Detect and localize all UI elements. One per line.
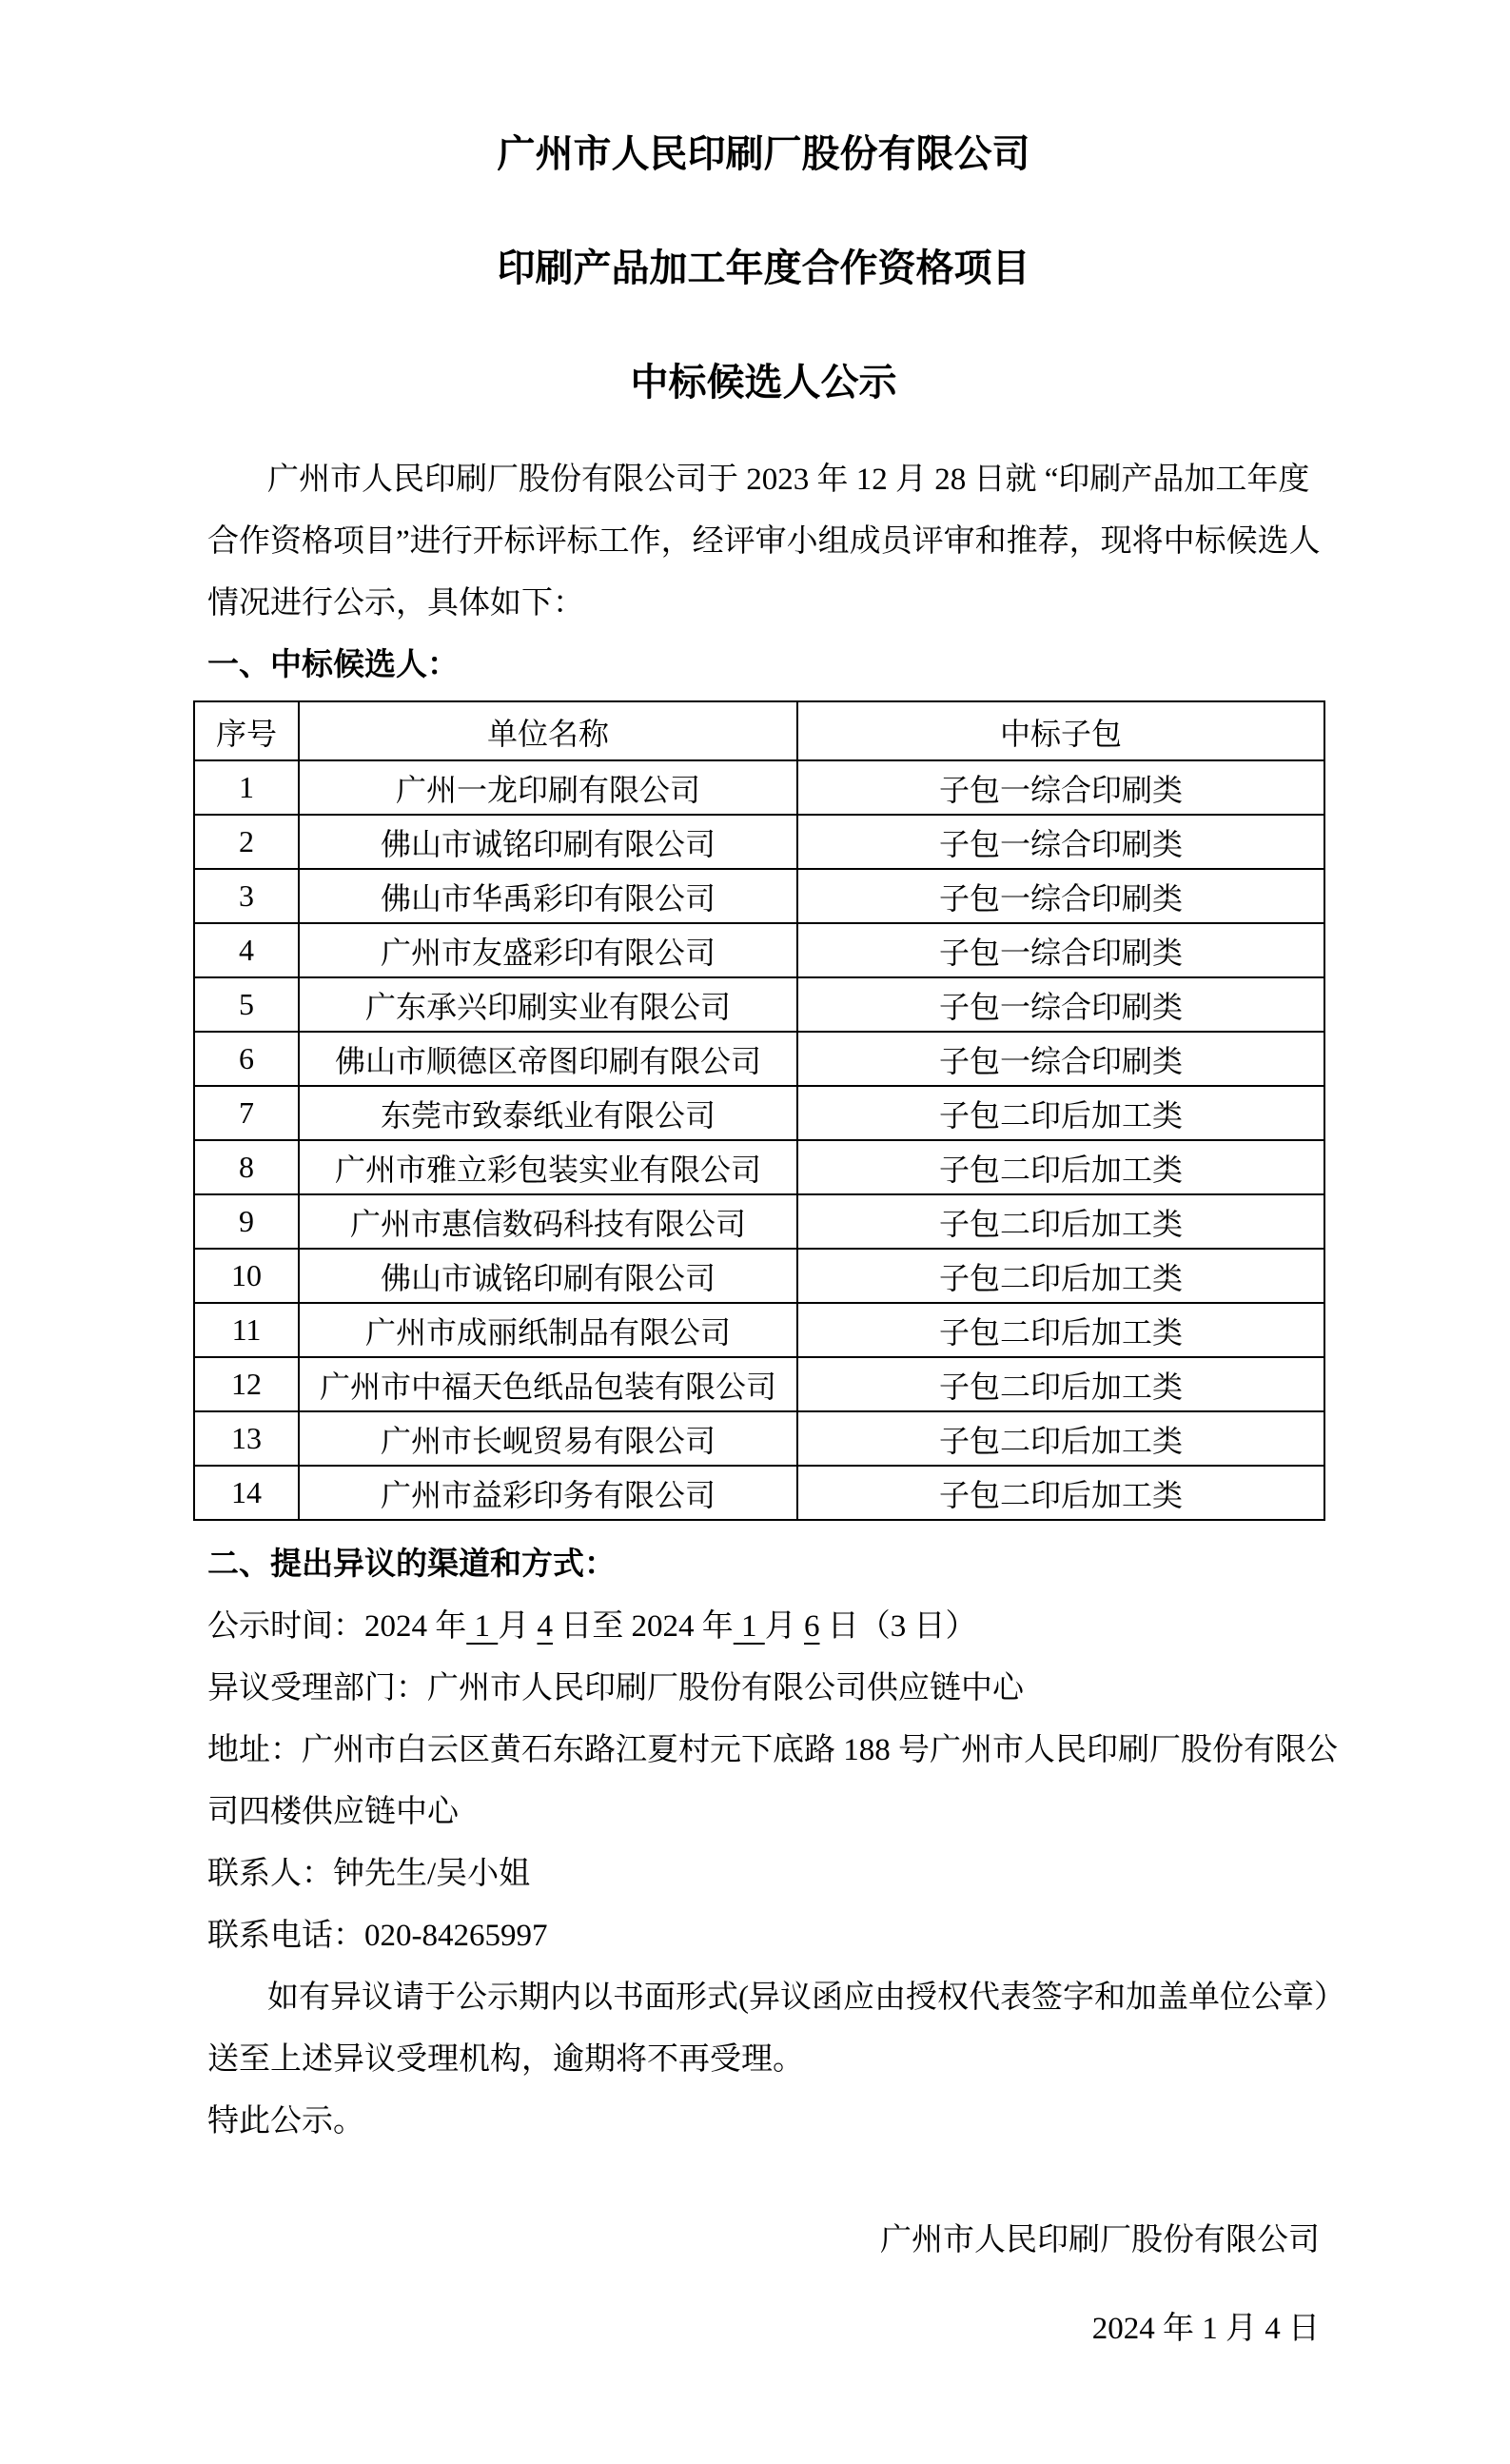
- closing-line: 特此公示。: [207, 2104, 364, 2139]
- cell-company: 广州市成丽纸制品有限公司: [299, 1303, 797, 1357]
- cell-package: 子包二印后加工类: [797, 1194, 1324, 1249]
- time-text: 日至 2024 年: [553, 1609, 734, 1644]
- cell-serial: 12: [194, 1357, 299, 1411]
- section1-heading: 一、中标候选人：: [207, 648, 459, 682]
- time-day-end: 6: [804, 1609, 820, 1644]
- table-header-row: [194, 701, 1324, 760]
- table-row: [194, 815, 1324, 869]
- cell-package: 子包二印后加工类: [797, 1411, 1324, 1466]
- cell-package: 子包二印后加工类: [797, 1086, 1324, 1140]
- intro-paragraph: [207, 449, 1320, 635]
- cell-serial: 13: [194, 1411, 299, 1466]
- table-row: [194, 1086, 1324, 1140]
- time-text: 月: [764, 1609, 804, 1644]
- table-row: [194, 1303, 1324, 1357]
- cell-company: 广州市益彩印务有限公司: [299, 1466, 797, 1520]
- table-row: [194, 1140, 1324, 1194]
- col-header-company: 单位名称: [299, 701, 797, 760]
- cell-company: 广州一龙印刷有限公司: [299, 760, 797, 815]
- address-line-2: 司四楼供应链中心: [207, 1795, 459, 1829]
- table-body: [194, 760, 1324, 1520]
- table-row: [194, 1194, 1324, 1249]
- cell-package: 子包二印后加工类: [797, 1249, 1324, 1303]
- cell-serial: 6: [194, 1032, 299, 1086]
- cell-serial: 2: [194, 815, 299, 869]
- cell-company: 佛山市顺德区帝图印刷有限公司: [299, 1032, 797, 1086]
- cell-company: 广州市中福天色纸品包装有限公司: [299, 1357, 797, 1411]
- cell-package: 子包一综合印刷类: [797, 977, 1324, 1032]
- table-row: [194, 1411, 1324, 1466]
- publicity-time-line: [207, 1596, 1320, 1658]
- time-text: 月: [498, 1609, 538, 1644]
- candidates-table: [193, 700, 1325, 1521]
- cell-serial: 1: [194, 760, 299, 815]
- dept-line: 异议受理部门：广州市人民印刷厂股份有限公司供应链中心: [207, 1671, 1024, 1705]
- table-row: [194, 760, 1324, 815]
- table-row: [194, 869, 1324, 923]
- cell-serial: 11: [194, 1303, 299, 1357]
- phone-line: 联系电话：020-84265997: [207, 1919, 548, 1953]
- cell-package: 子包一综合印刷类: [797, 1032, 1324, 1086]
- cell-company: 佛山市诚铭印刷有限公司: [299, 1249, 797, 1303]
- cell-serial: 10: [194, 1249, 299, 1303]
- time-text: 日（3 日）: [819, 1609, 977, 1644]
- objection-line-1: 如有异议请于公示期内以书面形式(异议函应由授权代表签字和加盖单位公章）: [267, 1981, 1345, 2015]
- time-text: 公示时间：2024 年: [207, 1609, 467, 1644]
- time-day-start: 4: [537, 1609, 553, 1644]
- doc-title-project: 印刷产品加工年度合作资格项目: [497, 246, 1030, 289]
- cell-serial: 4: [194, 923, 299, 977]
- col-header-package: 中标子包: [797, 701, 1324, 760]
- cell-package: 子包一综合印刷类: [797, 760, 1324, 815]
- cell-serial: 5: [194, 977, 299, 1032]
- cell-serial: 8: [194, 1140, 299, 1194]
- section2-heading: 二、提出异议的渠道和方式：: [207, 1547, 616, 1582]
- cell-company: 广州市雅立彩包装实业有限公司: [299, 1140, 797, 1194]
- table-row: [194, 1357, 1324, 1411]
- cell-package: 子包一综合印刷类: [797, 923, 1324, 977]
- table-row: [194, 977, 1324, 1032]
- cell-serial: 7: [194, 1086, 299, 1140]
- cell-package: 子包一综合印刷类: [797, 815, 1324, 869]
- time-month-2: 1: [733, 1609, 765, 1644]
- cell-company: 佛山市华禹彩印有限公司: [299, 869, 797, 923]
- cell-serial: 3: [194, 869, 299, 923]
- intro-line: 合作资格项目”进行开标评标工作，经评审小组成员评审和推荐，现将中标候选人: [207, 524, 1321, 559]
- contact-line: 联系人：钟先生/吴小姐: [207, 1857, 531, 1891]
- footer-company: 广州市人民印刷厂股份有限公司: [880, 2223, 1320, 2257]
- table-row: [194, 1466, 1324, 1520]
- cell-package: 子包二印后加工类: [797, 1357, 1324, 1411]
- intro-line: 情况进行公示，具体如下：: [207, 586, 584, 621]
- objection-line-2: 送至上述异议受理机构，逾期将不再受理。: [207, 2042, 804, 2077]
- table-row: [194, 1032, 1324, 1086]
- col-header-serial: 序号: [194, 701, 299, 760]
- intro-line: 广州市人民印刷厂股份有限公司于 2023 年 12 月 28 日就 “印刷产品加工年度: [267, 463, 1310, 497]
- doc-title-company: 广州市人民印刷厂股份有限公司: [497, 132, 1030, 175]
- cell-company: 广州市友盛彩印有限公司: [299, 923, 797, 977]
- footer-date: 2024 年 1 月 4 日: [1091, 2312, 1320, 2346]
- table-row: [194, 923, 1324, 977]
- cell-serial: 14: [194, 1466, 299, 1520]
- cell-serial: 9: [194, 1194, 299, 1249]
- cell-company: 广东承兴印刷实业有限公司: [299, 977, 797, 1032]
- cell-company: 东莞市致泰纸业有限公司: [299, 1086, 797, 1140]
- cell-package: 子包二印后加工类: [797, 1140, 1324, 1194]
- cell-package: 子包一综合印刷类: [797, 869, 1324, 923]
- time-month-1: 1: [466, 1609, 499, 1644]
- cell-company: 广州市长岘贸易有限公司: [299, 1411, 797, 1466]
- cell-package: 子包二印后加工类: [797, 1466, 1324, 1520]
- cell-company: 广州市惠信数码科技有限公司: [299, 1194, 797, 1249]
- doc-title-announcement: 中标候选人公示: [630, 361, 897, 404]
- cell-company: 佛山市诚铭印刷有限公司: [299, 815, 797, 869]
- table-row: [194, 1249, 1324, 1303]
- address-line-1: 地址：广州市白云区黄石东路江夏村元下底路 188 号广州市人民印刷厂股份有限公: [207, 1733, 1338, 1767]
- cell-package: 子包二印后加工类: [797, 1303, 1324, 1357]
